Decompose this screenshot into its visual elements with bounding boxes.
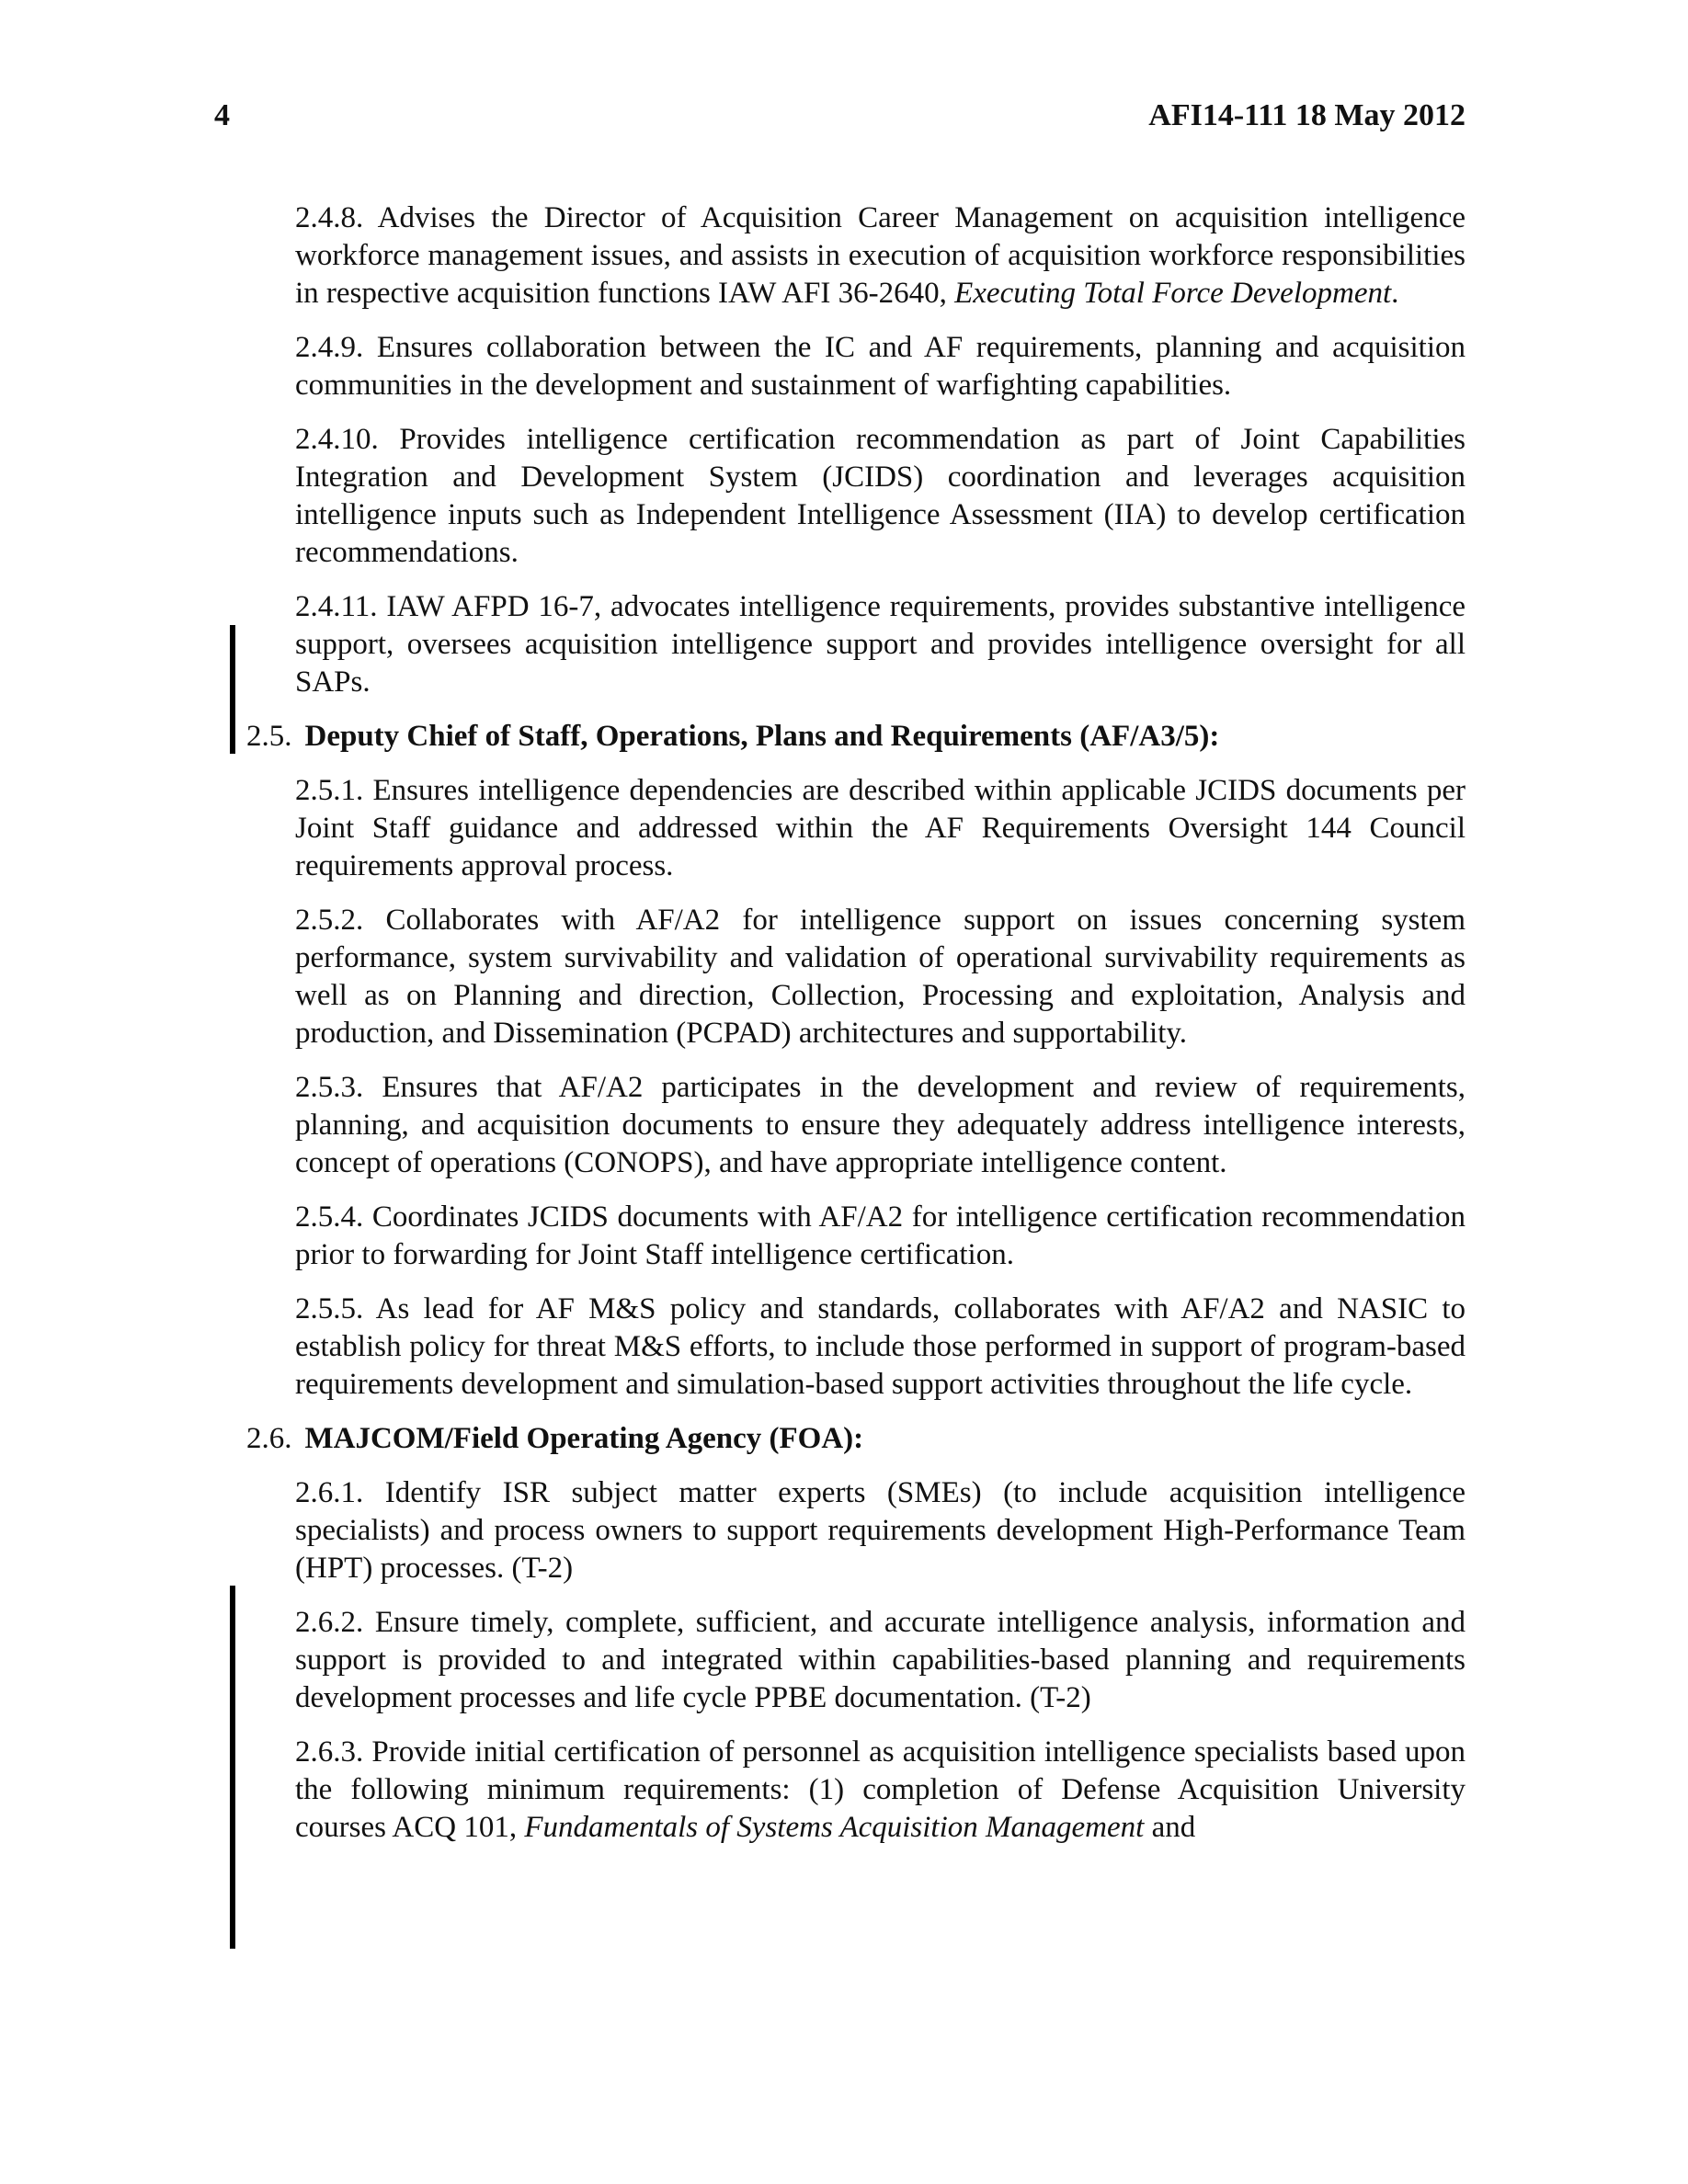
paragraph-2-4-10: 2.4.10. Provides intelligence certification recommendation as part of Joint Capabilities Integration and Development System (JCIDS) coordination and leverages acquisition intelligence inputs such as Independent Intelligence Assessment (IIA) to develop certification recommendations. <box>295 423 1466 569</box>
paragraph-2-6-2: 2.6.2. Ensure timely, complete, sufficient, and accurate intelligence analysis, information and support is provided to and integrated within capabilities-based planning and requirements development processes and life cycle PPBE documentation. (T-2) <box>295 1606 1466 1714</box>
page-number: 4 <box>214 98 230 132</box>
publication-title: Executing Total Force Development <box>954 277 1392 310</box>
paragraph-2-5-1: 2.5.1. Ensures intelligence dependencies are described within applicable JCIDS documents per Joint Staff guidance and addressed within the AF Requirements Oversight 144 Council requirements approval process. <box>295 774 1466 882</box>
document-body <box>246 199 1466 1863</box>
paragraph-2-5-4: 2.5.4. Coordinates JCIDS documents with AF/A2 for intelligence certification recommendation prior to forwarding for Joint Staff intelligence certification. <box>295 1200 1466 1271</box>
paragraph-text: 2.4.8. Advises the Director of Acquisition Career Management on acquisition intelligence workforce management issues, and assists in execution of acquisition workforce responsibilities in respective acquisition functions IAW AFI 36-2640, <box>295 201 1466 310</box>
section-title: Deputy Chief of Staff, Operations, Plans and Requirements (AF/A3/5): <box>304 720 1220 753</box>
paragraph-end: . <box>1391 277 1399 310</box>
paragraph-2-4-9: 2.4.9. Ensures collaboration between the IC and AF requirements, planning and acquisition communities in the development and sustainment of warfighting capabilities. <box>295 331 1466 402</box>
paragraph-2-6-1: 2.6.1. Identify ISR subject matter experts (SMEs) (to include acquisition intelligence specialists) and process owners to support requirements development High-Performance Team (HPT) processes. (T-2) <box>295 1476 1466 1585</box>
paragraph-2-4-8 <box>295 199 1466 313</box>
paragraph-2-6-3 <box>295 1734 1466 1847</box>
change-bar <box>230 625 235 754</box>
paragraph-2-5-5: 2.5.5. As lead for AF M&S policy and standards, collaborates with AF/A2 and NASIC to establish policy for threat M&S efforts, to include those performed in support of program-based requirements development and simulation-based support activities throughout the life cycle. <box>295 1292 1466 1401</box>
course-title: Fundamentals of Systems Acquisition Management <box>524 1811 1145 1844</box>
section-heading-2-6 <box>246 1420 1466 1458</box>
paragraph-text: 2.6.3. Provide initial certification of personnel as acquisition intelligence specialists based upon the following minimum requirements: (1) completion of Defense Acquisition University courses ACQ 101, <box>295 1735 1466 1844</box>
section-heading-2-5 <box>246 718 1466 756</box>
section-number: 2.6. <box>246 1422 292 1455</box>
section-number: 2.5. <box>246 720 292 753</box>
section-title: MAJCOM/Field Operating Agency (FOA): <box>304 1422 864 1455</box>
paragraph-2-5-3: 2.5.3. Ensures that AF/A2 participates in the development and review of requirements, planning, and acquisition documents to ensure they adequately address intelligence interests, concept of operations (CONOPS), and have appropriate intelligence content. <box>295 1071 1466 1179</box>
change-bar <box>230 1586 235 1949</box>
paragraph-2-4-11: 2.4.11. IAW AFPD 16-7, advocates intelligence requirements, provides substantive intelligence support, oversees acquisition intelligence support and provides intelligence oversight for all SAPs. <box>295 590 1466 699</box>
paragraph-2-5-2: 2.5.2. Collaborates with AF/A2 for intelligence support on issues concerning system performance, system survivability and validation of operational survivability requirements as well as on Planning and direction, Collection, Processing and exploitation, Analysis and production, and Dissemination (PCPAD) architectures and supportability. <box>295 904 1466 1050</box>
document-id: AFI14-111 18 May 2012 <box>1148 98 1466 132</box>
paragraph-end: and <box>1144 1811 1196 1844</box>
